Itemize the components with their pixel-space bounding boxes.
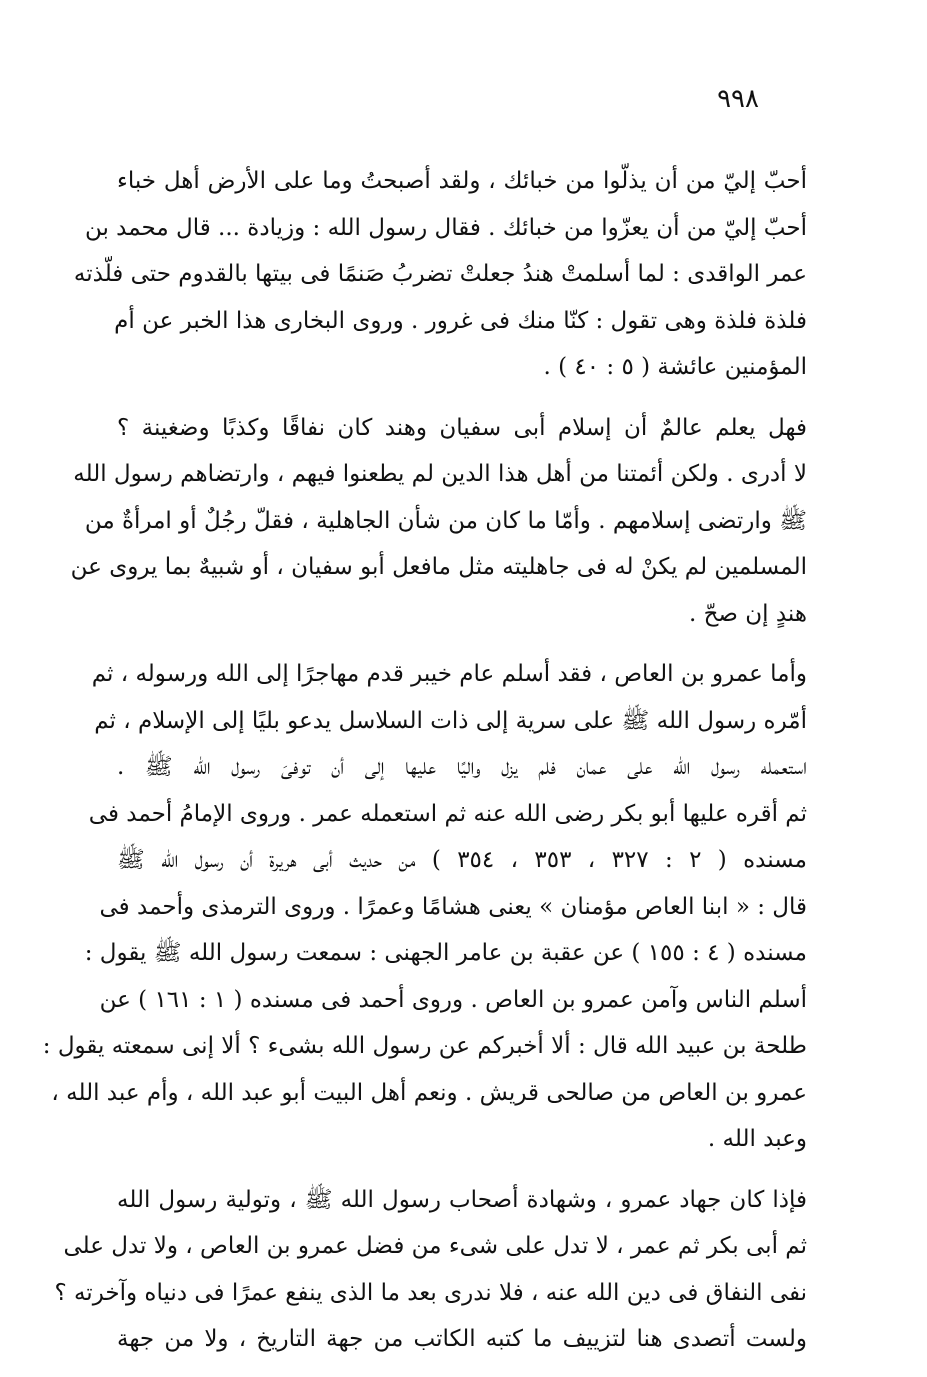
text-body xyxy=(42,158,808,1377)
text-line: ﷺ وارتضى إسلامهم . وأمّا ما كان من شأن الجاهلية ، فقلّ رجُلٌ أو امرأةٌ من xyxy=(84,507,807,534)
paragraph-3 xyxy=(42,651,808,1163)
text-line: وأما عمرو بن العاص ، فقد أسلم عام خيبر قدم مهاجرًا إلى الله ورسوله ، ثم xyxy=(91,661,807,687)
text-line: ولست أتصدى هنا لتزييف ما كتبه الكاتب من جهة التاريخ ، ولا من جهة xyxy=(117,1326,807,1352)
text-line: هندٍ إن صحّ . xyxy=(688,600,807,627)
text-line: مسنده ( ٤ : ١٥٥ ) عن عقبة بن عامر الجهنى : سمعت رسول الله ﷺ يقول : xyxy=(84,940,807,966)
text-line: فهل يعلم عالمٌ أن إسلام أبى سفيان وهند كان نفاقًا وكذبًا وضغينة ؟ xyxy=(117,414,807,441)
text-line: ثم أقره عليها أبو بكر رضى الله عنه ثم استعمله عمر . وروى الإمامُ أحمد فى xyxy=(88,800,807,827)
text-line: أحبّ إليّ من أن يعزّوا من خبائك . فقال رسول الله : وزيادة ... قال محمد بن xyxy=(84,214,807,241)
text-line: وعبد الله . xyxy=(707,1126,807,1152)
text-line: فلذة فلذة وهى تقول : كنّا منك فى غرور . وروى البخارى هذا الخبر عن أم xyxy=(114,307,807,334)
paragraph-1 xyxy=(73,158,807,391)
text-line: المسلمين لم يكنْ له فى جاهليته مثل مافعل أبو سفيان ، أو شبيهٌ بما يروى عن xyxy=(70,554,807,580)
paragraph-4 xyxy=(54,1177,807,1363)
text-line: المؤمنين عائشة ( ٥ : ٤٠ ) . xyxy=(543,354,807,380)
text-line: طلحة بن عبيد الله قال : ألا أخبركم عن رسول الله بشىء ؟ ألا إنى سمعته يقول : xyxy=(42,1033,807,1059)
text-line: مسنده ( ٢ : ٣٢٧ ، ٣٥٣ ، ٣٥٤ ) من حديث أبى هريرة أن رسول الله ﷺ xyxy=(117,847,808,873)
text-line: نفى النفاق فى دين الله عنه ، فلا ندرى بعد ما الذى ينفع عمرًا فى دنياه وآخرته ؟ xyxy=(54,1279,807,1306)
text-line: أمّره رسول الله ﷺ على سرية إلى ذات السلاسل يدعو بليًا إلى الإسلام ، ثم xyxy=(94,707,807,734)
page-number: ٩٩٨ xyxy=(717,84,759,114)
text-line: أحبّ إليّ من أن يذلّوا من خبائك ، ولقد أصبحتُ وما على الأرض أهل خباء xyxy=(117,168,807,194)
paragraph-2 xyxy=(70,405,807,638)
text-line: ثم أبى بكر ثم عمر ، لا تدل على شىء من فضل عمرو بن العاص ، ولا تدل على xyxy=(63,1233,807,1259)
text-line: أسلم الناس وآمن عمرو بن العاص . وروى أحمد فى مسنده ( ١ : ١٦١ ) عن xyxy=(99,986,807,1013)
text-line: عمر الواقدى : لما أسلمتْ هندُ جعلتْ تضربُ صَنمًا فى بيتها بالقدوم حتى فلّذته xyxy=(73,261,807,287)
text-line: استعمله رسول الله على عمان فلم يزل واليًا عليها إلى أن توفىَ رسول الله ﷺ . xyxy=(117,754,807,780)
text-line: فإذا كان جهاد عمرو ، وشهادة أصحاب رسول الله ﷺ ، وتولية رسول الله xyxy=(117,1186,807,1213)
text-line: عمرو بن العاص من صالحى قريش . ونعم أهل البيت أبو عبد الله ، وأم عبد الله ، xyxy=(51,1079,807,1106)
text-line: قال : « ابنا العاص مؤمنان » يعنى هشامًا وعمرًا . وروى الترمذى وأحمد فى xyxy=(99,893,807,920)
text-line: لا أدرى . ولكن أئمتنا من أهل هذا الدين لم يطعنوا فيهم ، وارتضاهم رسول الله xyxy=(73,461,807,487)
